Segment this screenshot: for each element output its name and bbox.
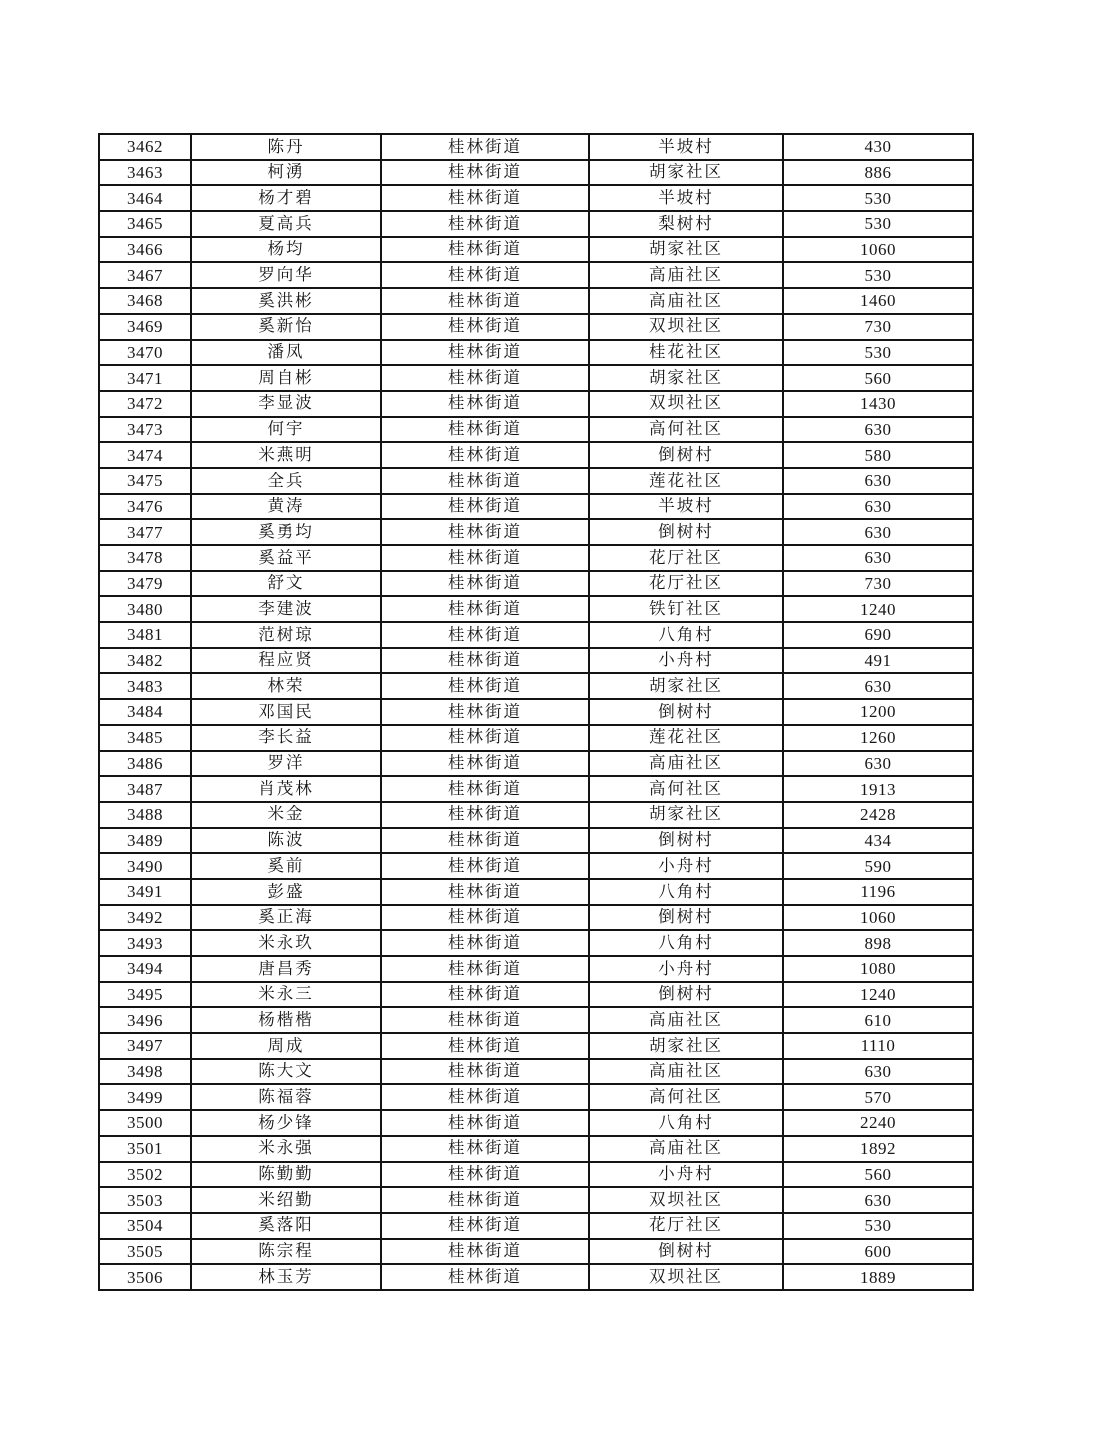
cell-name: 林荣 [191, 673, 381, 699]
table-row [99, 622, 973, 648]
table-row [99, 211, 973, 237]
cell-serial: 3464 [99, 185, 191, 211]
cell-amount: 1060 [783, 905, 973, 931]
cell-name: 陈福蓉 [191, 1084, 381, 1110]
cell-street: 桂林街道 [381, 982, 589, 1008]
cell-village: 花厅社区 [589, 545, 783, 571]
cell-village: 高何社区 [589, 1084, 783, 1110]
cell-amount: 1889 [783, 1264, 973, 1290]
table-row [99, 1033, 973, 1059]
table-row [99, 802, 973, 828]
table-row [99, 905, 973, 931]
cell-village: 梨树村 [589, 211, 783, 237]
cell-amount: 630 [783, 545, 973, 571]
cell-serial: 3489 [99, 828, 191, 854]
cell-street: 桂林街道 [381, 185, 589, 211]
table-row [99, 828, 973, 854]
table-row [99, 1239, 973, 1265]
cell-amount: 434 [783, 828, 973, 854]
cell-serial: 3480 [99, 596, 191, 622]
cell-serial: 3504 [99, 1213, 191, 1239]
cell-village: 高庙社区 [589, 1007, 783, 1033]
cell-serial: 3471 [99, 365, 191, 391]
cell-street: 桂林街道 [381, 802, 589, 828]
table-row [99, 545, 973, 571]
cell-street: 桂林街道 [381, 1084, 589, 1110]
cell-amount: 1080 [783, 956, 973, 982]
cell-amount: 630 [783, 751, 973, 777]
cell-village: 倒树村 [589, 905, 783, 931]
cell-name: 奚新怡 [191, 314, 381, 340]
cell-amount: 1240 [783, 596, 973, 622]
cell-amount: 730 [783, 571, 973, 597]
cell-serial: 3483 [99, 673, 191, 699]
cell-serial: 3486 [99, 751, 191, 777]
cell-amount: 590 [783, 853, 973, 879]
cell-street: 桂林街道 [381, 417, 589, 443]
cell-name: 奚落阳 [191, 1213, 381, 1239]
cell-name: 杨少锋 [191, 1110, 381, 1136]
cell-serial: 3491 [99, 879, 191, 905]
cell-serial: 3484 [99, 699, 191, 725]
cell-name: 杨楷楷 [191, 1007, 381, 1033]
table-row [99, 725, 973, 751]
cell-village: 高庙社区 [589, 1059, 783, 1085]
cell-amount: 530 [783, 340, 973, 366]
cell-street: 桂林街道 [381, 468, 589, 494]
cell-village: 倒树村 [589, 982, 783, 1008]
cell-serial: 3470 [99, 340, 191, 366]
cell-street: 桂林街道 [381, 494, 589, 520]
cell-amount: 1110 [783, 1033, 973, 1059]
cell-street: 桂林街道 [381, 391, 589, 417]
cell-street: 桂林街道 [381, 160, 589, 186]
cell-name: 全兵 [191, 468, 381, 494]
cell-name: 奚正海 [191, 905, 381, 931]
cell-name: 杨才碧 [191, 185, 381, 211]
table-row [99, 468, 973, 494]
cell-name: 李长益 [191, 725, 381, 751]
cell-street: 桂林街道 [381, 879, 589, 905]
cell-serial: 3503 [99, 1187, 191, 1213]
cell-street: 桂林街道 [381, 1213, 589, 1239]
cell-village: 八角村 [589, 879, 783, 905]
cell-amount: 630 [783, 1187, 973, 1213]
cell-street: 桂林街道 [381, 442, 589, 468]
table-row [99, 1110, 973, 1136]
cell-name: 黄涛 [191, 494, 381, 520]
table-row [99, 982, 973, 1008]
cell-village: 高庙社区 [589, 288, 783, 314]
cell-serial: 3501 [99, 1136, 191, 1162]
cell-village: 八角村 [589, 930, 783, 956]
cell-name: 米燕明 [191, 442, 381, 468]
table-row [99, 365, 973, 391]
cell-name: 周自彬 [191, 365, 381, 391]
cell-street: 桂林街道 [381, 725, 589, 751]
cell-amount: 630 [783, 673, 973, 699]
cell-street: 桂林街道 [381, 1059, 589, 1085]
table-row [99, 699, 973, 725]
table-row [99, 1213, 973, 1239]
cell-street: 桂林街道 [381, 519, 589, 545]
cell-amount: 610 [783, 1007, 973, 1033]
table-row [99, 776, 973, 802]
cell-amount: 491 [783, 648, 973, 674]
cell-village: 倒树村 [589, 828, 783, 854]
cell-name: 米永玖 [191, 930, 381, 956]
cell-village: 半坡村 [589, 494, 783, 520]
cell-village: 桂花社区 [589, 340, 783, 366]
table-row [99, 288, 973, 314]
cell-name: 罗洋 [191, 751, 381, 777]
cell-name: 杨均 [191, 237, 381, 263]
table-row [99, 391, 973, 417]
cell-name: 潘凤 [191, 340, 381, 366]
table-row [99, 494, 973, 520]
cell-amount: 690 [783, 622, 973, 648]
cell-serial: 3462 [99, 134, 191, 160]
cell-street: 桂林街道 [381, 1110, 589, 1136]
cell-serial: 3499 [99, 1084, 191, 1110]
cell-village: 铁钉社区 [589, 596, 783, 622]
table-row [99, 1187, 973, 1213]
cell-village: 高庙社区 [589, 262, 783, 288]
cell-name: 奚勇均 [191, 519, 381, 545]
cell-village: 高何社区 [589, 776, 783, 802]
cell-village: 花厅社区 [589, 571, 783, 597]
cell-amount: 560 [783, 365, 973, 391]
cell-amount: 630 [783, 1059, 973, 1085]
cell-street: 桂林街道 [381, 853, 589, 879]
table-row [99, 596, 973, 622]
cell-amount: 1240 [783, 982, 973, 1008]
cell-serial: 3495 [99, 982, 191, 1008]
cell-name: 陈大文 [191, 1059, 381, 1085]
cell-street: 桂林街道 [381, 673, 589, 699]
cell-amount: 1060 [783, 237, 973, 263]
cell-name: 邓国民 [191, 699, 381, 725]
cell-name: 程应贤 [191, 648, 381, 674]
cell-serial: 3506 [99, 1264, 191, 1290]
cell-street: 桂林街道 [381, 956, 589, 982]
table-row [99, 879, 973, 905]
cell-serial: 3466 [99, 237, 191, 263]
cell-street: 桂林街道 [381, 211, 589, 237]
cell-serial: 3492 [99, 905, 191, 931]
cell-village: 倒树村 [589, 519, 783, 545]
table-row [99, 1059, 973, 1085]
cell-name: 米永强 [191, 1136, 381, 1162]
cell-amount: 1892 [783, 1136, 973, 1162]
cell-street: 桂林街道 [381, 340, 589, 366]
cell-village: 双坝社区 [589, 314, 783, 340]
table-row [99, 417, 973, 443]
cell-village: 双坝社区 [589, 1264, 783, 1290]
cell-street: 桂林街道 [381, 699, 589, 725]
cell-village: 小舟村 [589, 853, 783, 879]
cell-name: 肖茂林 [191, 776, 381, 802]
table-row [99, 648, 973, 674]
cell-village: 双坝社区 [589, 1187, 783, 1213]
cell-village: 小舟村 [589, 956, 783, 982]
cell-village: 高何社区 [589, 417, 783, 443]
cell-amount: 570 [783, 1084, 973, 1110]
cell-serial: 3500 [99, 1110, 191, 1136]
cell-village: 半坡村 [589, 185, 783, 211]
cell-village: 双坝社区 [589, 391, 783, 417]
records-table-body [99, 134, 973, 1290]
cell-amount: 560 [783, 1162, 973, 1188]
cell-amount: 630 [783, 494, 973, 520]
cell-name: 奚益平 [191, 545, 381, 571]
table-row [99, 1007, 973, 1033]
cell-amount: 886 [783, 160, 973, 186]
cell-village: 八角村 [589, 1110, 783, 1136]
cell-street: 桂林街道 [381, 776, 589, 802]
cell-village: 小舟村 [589, 1162, 783, 1188]
cell-serial: 3505 [99, 1239, 191, 1265]
cell-serial: 3463 [99, 160, 191, 186]
cell-name: 陈宗程 [191, 1239, 381, 1265]
cell-amount: 530 [783, 185, 973, 211]
cell-serial: 3478 [99, 545, 191, 571]
cell-name: 米永三 [191, 982, 381, 1008]
cell-serial: 3474 [99, 442, 191, 468]
cell-name: 罗向华 [191, 262, 381, 288]
cell-name: 陈波 [191, 828, 381, 854]
cell-street: 桂林街道 [381, 545, 589, 571]
cell-serial: 3482 [99, 648, 191, 674]
table-row [99, 314, 973, 340]
cell-street: 桂林街道 [381, 1162, 589, 1188]
cell-serial: 3475 [99, 468, 191, 494]
cell-amount: 1430 [783, 391, 973, 417]
records-table [98, 133, 974, 1291]
cell-serial: 3477 [99, 519, 191, 545]
cell-village: 莲花社区 [589, 468, 783, 494]
table-row [99, 1084, 973, 1110]
cell-amount: 1196 [783, 879, 973, 905]
cell-amount: 1260 [783, 725, 973, 751]
cell-serial: 3485 [99, 725, 191, 751]
table-row [99, 134, 973, 160]
cell-name: 李建波 [191, 596, 381, 622]
cell-street: 桂林街道 [381, 648, 589, 674]
table-row [99, 237, 973, 263]
cell-name: 柯湧 [191, 160, 381, 186]
cell-village: 倒树村 [589, 699, 783, 725]
cell-name: 林玉芳 [191, 1264, 381, 1290]
cell-amount: 2428 [783, 802, 973, 828]
cell-name: 米金 [191, 802, 381, 828]
cell-street: 桂林街道 [381, 571, 589, 597]
table-row [99, 1162, 973, 1188]
cell-name: 周成 [191, 1033, 381, 1059]
cell-serial: 3468 [99, 288, 191, 314]
cell-street: 桂林街道 [381, 314, 589, 340]
cell-village: 莲花社区 [589, 725, 783, 751]
cell-village: 倒树村 [589, 1239, 783, 1265]
table-row [99, 442, 973, 468]
table-row [99, 853, 973, 879]
cell-serial: 3498 [99, 1059, 191, 1085]
cell-village: 八角村 [589, 622, 783, 648]
cell-serial: 3473 [99, 417, 191, 443]
cell-serial: 3496 [99, 1007, 191, 1033]
cell-name: 唐昌秀 [191, 956, 381, 982]
cell-street: 桂林街道 [381, 751, 589, 777]
cell-street: 桂林街道 [381, 1187, 589, 1213]
cell-serial: 3493 [99, 930, 191, 956]
cell-village: 倒树村 [589, 442, 783, 468]
cell-amount: 1200 [783, 699, 973, 725]
cell-name: 陈勤勤 [191, 1162, 381, 1188]
cell-name: 彭盛 [191, 879, 381, 905]
table-row [99, 571, 973, 597]
table-row [99, 185, 973, 211]
cell-street: 桂林街道 [381, 237, 589, 263]
cell-serial: 3479 [99, 571, 191, 597]
cell-amount: 898 [783, 930, 973, 956]
cell-street: 桂林街道 [381, 1264, 589, 1290]
cell-amount: 630 [783, 519, 973, 545]
cell-serial: 3490 [99, 853, 191, 879]
cell-serial: 3476 [99, 494, 191, 520]
table-row [99, 340, 973, 366]
cell-name: 李显波 [191, 391, 381, 417]
cell-amount: 2240 [783, 1110, 973, 1136]
cell-street: 桂林街道 [381, 1033, 589, 1059]
cell-street: 桂林街道 [381, 134, 589, 160]
cell-serial: 3472 [99, 391, 191, 417]
cell-street: 桂林街道 [381, 288, 589, 314]
cell-serial: 3481 [99, 622, 191, 648]
cell-amount: 430 [783, 134, 973, 160]
cell-street: 桂林街道 [381, 1136, 589, 1162]
cell-village: 胡家社区 [589, 160, 783, 186]
cell-street: 桂林街道 [381, 905, 589, 931]
cell-serial: 3467 [99, 262, 191, 288]
table-row [99, 519, 973, 545]
cell-serial: 3465 [99, 211, 191, 237]
cell-village: 胡家社区 [589, 365, 783, 391]
cell-street: 桂林街道 [381, 622, 589, 648]
cell-amount: 530 [783, 262, 973, 288]
cell-serial: 3469 [99, 314, 191, 340]
cell-serial: 3502 [99, 1162, 191, 1188]
cell-serial: 3494 [99, 956, 191, 982]
cell-amount: 1460 [783, 288, 973, 314]
table-row [99, 930, 973, 956]
cell-serial: 3487 [99, 776, 191, 802]
cell-street: 桂林街道 [381, 596, 589, 622]
cell-name: 何宇 [191, 417, 381, 443]
cell-name: 陈丹 [191, 134, 381, 160]
cell-village: 高庙社区 [589, 751, 783, 777]
cell-amount: 530 [783, 1213, 973, 1239]
cell-street: 桂林街道 [381, 365, 589, 391]
cell-street: 桂林街道 [381, 1239, 589, 1265]
cell-street: 桂林街道 [381, 930, 589, 956]
cell-street: 桂林街道 [381, 1007, 589, 1033]
cell-amount: 600 [783, 1239, 973, 1265]
table-row [99, 673, 973, 699]
table-row [99, 1136, 973, 1162]
cell-amount: 1913 [783, 776, 973, 802]
cell-serial: 3488 [99, 802, 191, 828]
cell-name: 舒文 [191, 571, 381, 597]
cell-amount: 630 [783, 417, 973, 443]
cell-amount: 630 [783, 468, 973, 494]
cell-village: 半坡村 [589, 134, 783, 160]
cell-village: 胡家社区 [589, 673, 783, 699]
cell-village: 胡家社区 [589, 802, 783, 828]
cell-name: 奚前 [191, 853, 381, 879]
cell-street: 桂林街道 [381, 262, 589, 288]
cell-name: 奚洪彬 [191, 288, 381, 314]
table-row [99, 956, 973, 982]
cell-village: 小舟村 [589, 648, 783, 674]
table-row [99, 1264, 973, 1290]
table-row [99, 751, 973, 777]
cell-name: 米绍勤 [191, 1187, 381, 1213]
cell-village: 高庙社区 [589, 1136, 783, 1162]
cell-street: 桂林街道 [381, 828, 589, 854]
cell-amount: 530 [783, 211, 973, 237]
cell-village: 胡家社区 [589, 237, 783, 263]
table-row [99, 262, 973, 288]
cell-amount: 730 [783, 314, 973, 340]
cell-village: 花厅社区 [589, 1213, 783, 1239]
table-row [99, 160, 973, 186]
cell-village: 胡家社区 [589, 1033, 783, 1059]
cell-amount: 580 [783, 442, 973, 468]
cell-serial: 3497 [99, 1033, 191, 1059]
cell-name: 范树琼 [191, 622, 381, 648]
cell-name: 夏高兵 [191, 211, 381, 237]
